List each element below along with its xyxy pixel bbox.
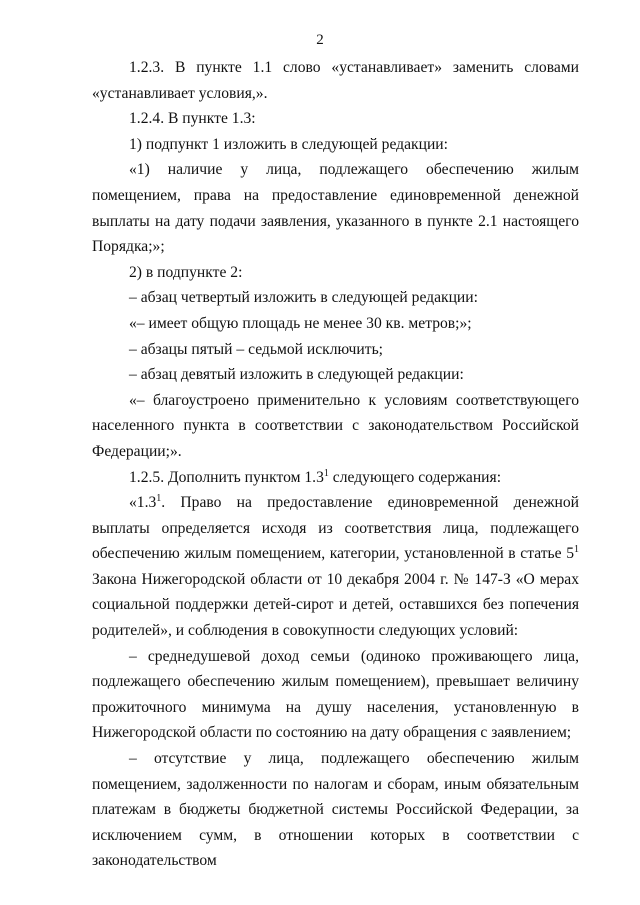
document-body bbox=[92, 55, 579, 874]
paragraph-abzac-4: – абзац четвертый изложить в следующей редакции: bbox=[129, 289, 478, 307]
paragraph-income-condition: – среднедушевой доход семьи (одиноко проживающего лица, подлежащего обеспечению жилым помещением), превышает величину прожиточного минимума на душу населения, установленную в Нижегородской области по состоянию на дату обращения с заявлением; bbox=[92, 647, 579, 742]
paragraph-quote-area: «– имеет общую площадь не менее 30 кв. метров;»; bbox=[129, 314, 472, 332]
paragraph-1-3-1 bbox=[92, 490, 579, 644]
paragraph-1-2-5-tail: следующего содержания: bbox=[328, 468, 502, 486]
paragraph-quote-improved: «– благоустроено применительно к условиям соответствующего населенного пункта в соответствии с законодательством Российской Федерации;». bbox=[92, 391, 579, 460]
paragraph-abzac-5-7: – абзацы пятый – седьмой исключить; bbox=[129, 340, 384, 358]
superscript: 1 bbox=[574, 544, 579, 556]
paragraph-1-3-1-middle: . Право на предоставление единовременной денежной выплаты определяется исходя из соответствия лица, подлежащего обеспечению жилым помещением, категории, установленной в статье 5 bbox=[92, 494, 579, 563]
paragraph-1-3-1-start: «1.3 bbox=[129, 494, 157, 512]
page-number: 2 bbox=[316, 32, 324, 48]
paragraph-subitem-2: 2) в подпункте 2: bbox=[129, 263, 243, 281]
superscript: 1 bbox=[156, 492, 162, 504]
paragraph-1-2-3: 1.2.3. В пункте 1.1 слово «устанавливает» заменить словами «устанавливает условия,». bbox=[92, 59, 579, 102]
paragraph-subitem-1: 1) подпункт 1 изложить в следующей редакции: bbox=[129, 135, 448, 153]
paragraph-debt-condition: – отсутствие у лица, подлежащего обеспечению жилым помещением, задолженности по налогам и сборам, иным обязательным платежам в бюджеты бюджетной системы Российской Федерации, за исключением сумм, в отношении которых в соответствии с законодательством bbox=[92, 750, 579, 870]
paragraph-1-3-1-end: Закона Нижегородской области от 10 декабря 2004 г. № 147-З «О мерах социальной поддержки детей-сирот и детей, оставшихся без попечения родителей», и соблюдения в совокупности следующих условий: bbox=[92, 570, 579, 640]
paragraph-1-2-5 bbox=[92, 465, 579, 491]
paragraph-1-2-4: 1.2.4. В пункте 1.3: bbox=[129, 110, 256, 128]
superscript: 1 bbox=[323, 467, 329, 479]
paragraph-abzac-9: – абзац девятый изложить в следующей редакции: bbox=[129, 366, 464, 384]
paragraph-1-2-5-text: 1.2.5. Дополнить пунктом 1.3 bbox=[129, 468, 324, 486]
paragraph-quote-subitem-1: «1) наличие у лица, подлежащего обеспечению жилым помещением, права на предоставление единовременной денежной выплаты на дату подачи заявления, указанного в пункте 2.1 настоящего Порядка;»; bbox=[92, 161, 579, 256]
